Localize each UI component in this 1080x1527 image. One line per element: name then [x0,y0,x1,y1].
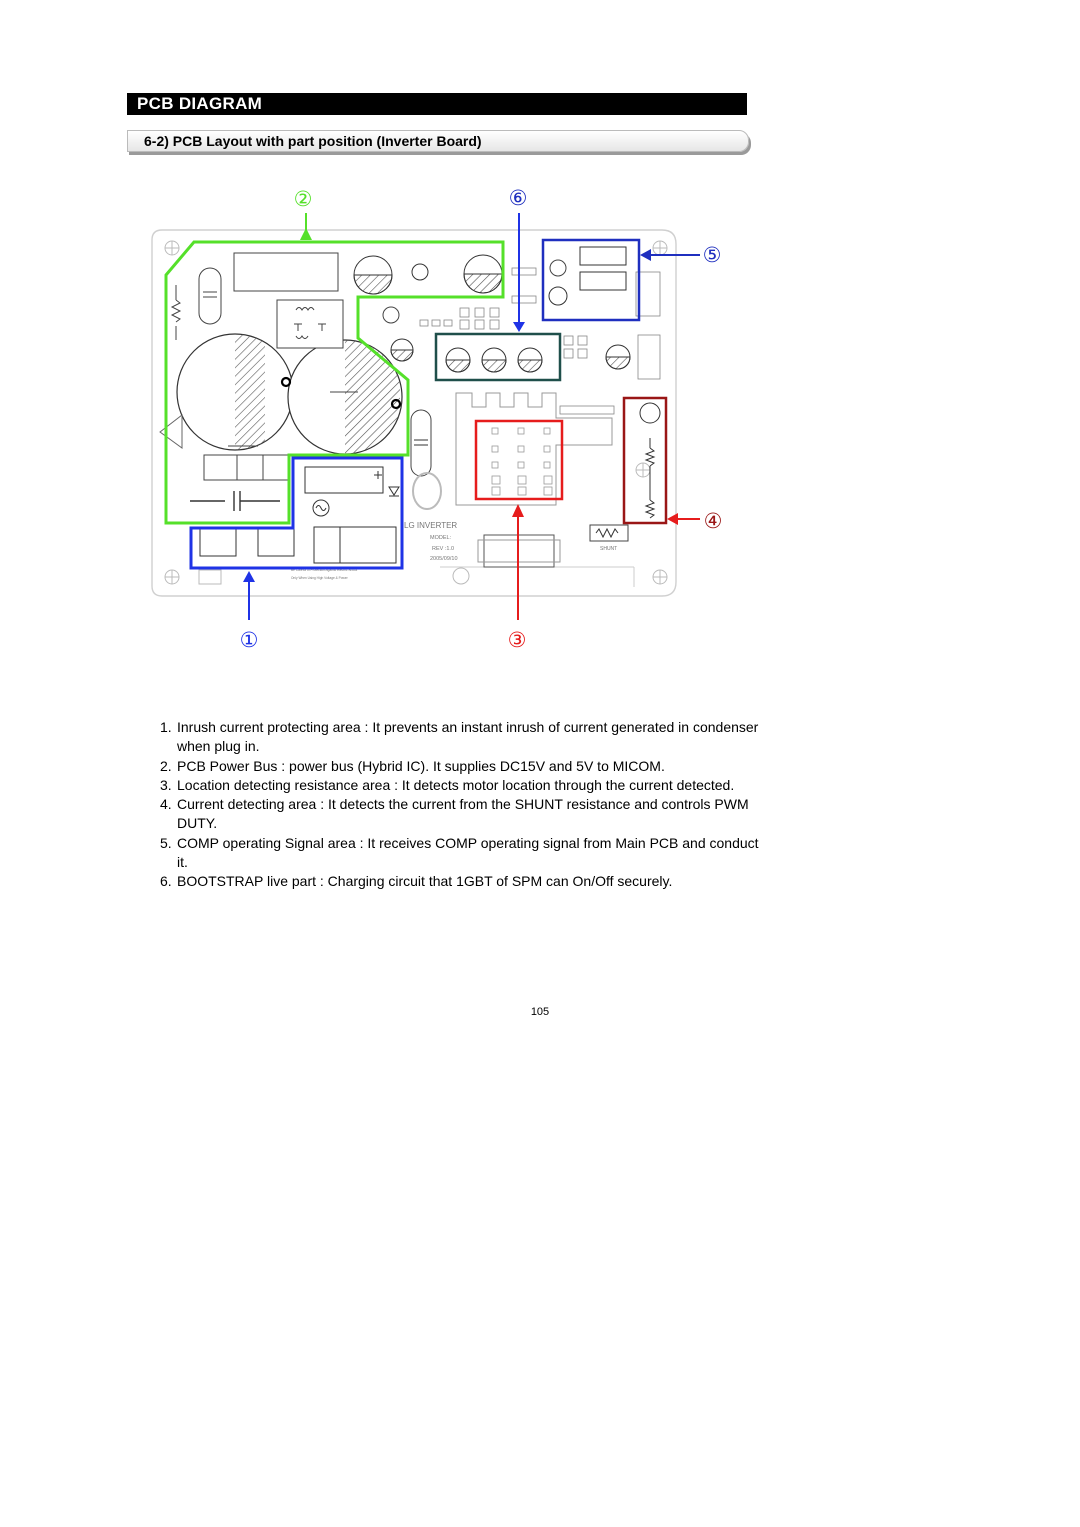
description-item: 2. PCB Power Bus : power bus (Hybrid IC). It supplies DC15V and 5V to MICOM. [160,757,665,774]
description-item: 3. Location detecting resistance area : It detects motor location through the current detected. [160,776,735,793]
description-item: 5. COMP operating Signal area : It receives COMP operating signal from Main PCB and conduct it. [160,834,759,871]
section-title: PCB DIAGRAM [127,93,747,115]
board-model: MODEL: [430,535,452,541]
board-date: 2005/09/10 [430,556,458,562]
marker-4: ④ [703,509,723,533]
board-rev: REV :1.0 [432,546,455,552]
description-list [160,718,760,892]
page-number: 105 [530,1006,550,1018]
description-item: 1. Inrush current protecting area : It prevents an instant inrush of current generated in condenser when plug in. [160,719,759,755]
marker-1: ① [239,628,259,652]
shunt-label: SHUNT [600,546,618,552]
board-warning-1: Be Careful of Protection Against Electric Shock [291,568,358,572]
board-brand: LG INVERTER [404,521,458,530]
marker-6: ⑥ [508,186,528,210]
marker-2: ② [293,187,313,211]
description-item: 6. BOOTSTRAP live part : Charging circuit that 1GBT of SPM can On/Off securely. [160,873,673,890]
description-item: 4. Current detecting area : It detects the current from the SHUNT resistance and controls PWM DUTY. [160,796,749,832]
board-warning-2: Only When Using High Voltage & Power [291,576,348,580]
marker-3: ③ [507,628,527,652]
marker-5: ⑤ [702,243,722,267]
subtitle: 6-2) PCB Layout with part position (Inverter Board) [127,130,749,152]
pcb-layout-diagram [150,180,730,660]
